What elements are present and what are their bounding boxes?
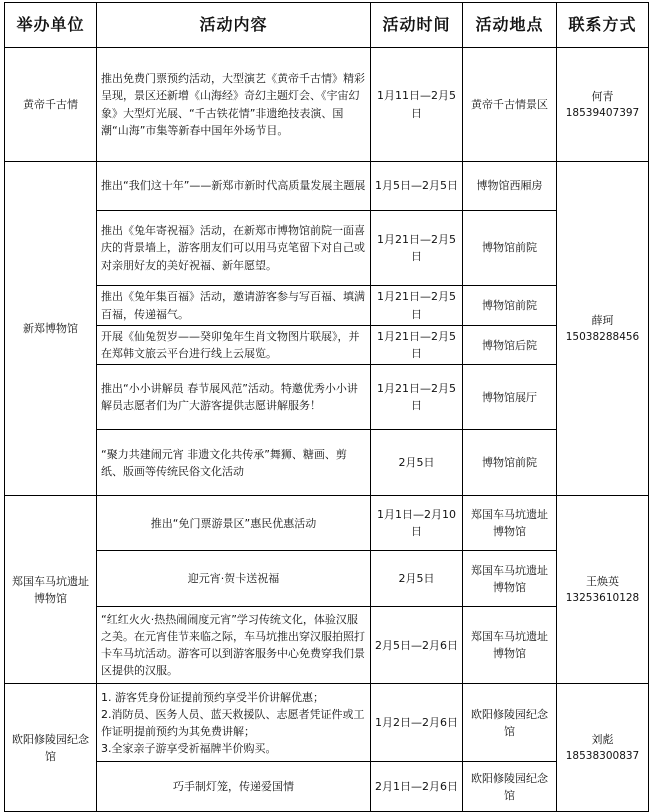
table-row	[5, 684, 649, 762]
location-cell: 博物馆后院	[463, 326, 557, 365]
content-cell: 推出《兔年集百福》活动，邀请游客参与写百福、填满百福，传递福气。	[97, 286, 371, 326]
contact-name: 刘彪	[591, 732, 614, 746]
location-cell: 黄帝千古情景区	[463, 48, 557, 162]
table-row	[5, 496, 649, 551]
location-cell: 博物馆前院	[463, 286, 557, 326]
header-time: 活动时间	[371, 3, 463, 48]
location-cell: 博物馆前院	[463, 211, 557, 286]
content-cell: 推出“我们这十年”——新郑市新时代高质量发展主题展	[97, 162, 371, 211]
time-cell: 1月21日—2月5日	[371, 286, 463, 326]
time-cell: 2月5日—2月6日	[371, 607, 463, 684]
location-cell: 博物馆展厅	[463, 365, 557, 430]
content-line: 3.全家亲子游享受祈福牌半价购买。	[101, 741, 277, 755]
header-location: 活动地点	[463, 3, 557, 48]
location-cell: 欧阳修陵园纪念馆	[463, 762, 557, 812]
location-cell: 郑国车马坑遗址博物馆	[463, 607, 557, 684]
table-row	[5, 286, 649, 326]
organizer-cell: 郑国车马坑遗址博物馆	[5, 496, 97, 684]
contact-cell	[557, 684, 649, 812]
content-cell: 开展《仙兔贺岁——癸卯兔年生肖文物图片联展》，并在郑韩文旅云平台进行线上云展览。	[97, 326, 371, 365]
time-cell: 1月21日—2月5日	[371, 211, 463, 286]
contact-cell	[557, 496, 649, 684]
content-cell: 巧手制灯笼，传递爱国情	[97, 762, 371, 812]
location-cell: 博物馆前院	[463, 430, 557, 496]
contact-name: 王焕英	[586, 574, 619, 588]
content-line: 1. 游客凭身份证提前预约享受半价讲解优惠；	[101, 690, 324, 704]
content-cell: “红红火火·热热闹闹度元宵”学习传统文化，体验汉服之美。在元宵佳节来临之际，车马坑推出穿汉服拍照打卡车马坑活动。游客可以到游客服务中心免费穿我们景区提供的汉服。	[97, 607, 371, 684]
time-cell: 1月1日—2月10日	[371, 496, 463, 551]
header-content: 活动内容	[97, 3, 371, 48]
content-cell: 推出免费门票预约活动，大型演艺《黄帝千古情》精彩呈现，景区还新增《山海经》奇幻主题灯会、《宇宙幻象》大型灯光展、“千古铁花情”非遗绝技表演、国潮“山海”市集等新春中国年外场节目。	[97, 48, 371, 162]
location-cell: 郑国车马坑遗址博物馆	[463, 551, 557, 607]
table-row	[5, 607, 649, 684]
content-cell	[97, 684, 371, 762]
time-cell: 1月21日—2月5日	[371, 365, 463, 430]
content-cell: “聚力共建闹元宵 非遗文化共传承”舞狮、糖画、剪纸、版画等传统民俗文化活动	[97, 430, 371, 496]
contact-cell	[557, 162, 649, 496]
header-row	[5, 3, 649, 48]
content-cell: 推出“免门票游景区”惠民优惠活动	[97, 496, 371, 551]
organizer-cell: 欧阳修陵园纪念馆	[5, 684, 97, 812]
activity-schedule-table	[4, 2, 649, 812]
table-row	[5, 211, 649, 286]
time-cell: 1月5日—2月5日	[371, 162, 463, 211]
table-row	[5, 48, 649, 162]
content-cell: 推出《兔年寄祝福》活动，在新郑市博物馆前院一面喜庆的背景墙上，游客朋友们可以用马克笔留下对自己或对亲朋好友的美好祝福、新年愿望。	[97, 211, 371, 286]
organizer-cell: 新郑博物馆	[5, 162, 97, 496]
table-row	[5, 365, 649, 430]
contact-phone: 13253610128	[565, 591, 640, 604]
table-row	[5, 326, 649, 365]
header-organizer: 举办单位	[5, 3, 97, 48]
contact-phone: 15038288456	[565, 330, 640, 343]
table-row	[5, 162, 649, 211]
header-contact: 联系方式	[557, 3, 649, 48]
contact-cell	[557, 48, 649, 162]
location-cell: 郑国车马坑遗址博物馆	[463, 496, 557, 551]
time-cell: 1月21日—2月5日	[371, 326, 463, 365]
time-cell: 1月11日—2月5日	[371, 48, 463, 162]
time-cell: 2月5日	[371, 551, 463, 607]
time-cell: 2月5日	[371, 430, 463, 496]
time-cell: 2月1日—2月6日	[371, 762, 463, 812]
contact-phone: 18538300837	[565, 749, 640, 762]
location-cell: 博物馆西厢房	[463, 162, 557, 211]
table-row	[5, 762, 649, 812]
contact-phone: 18539407397	[565, 106, 640, 119]
time-cell: 1月2日—2月6日	[371, 684, 463, 762]
contact-name: 薛珂	[591, 313, 614, 327]
content-cell: 迎元宵·贺卡送祝福	[97, 551, 371, 607]
table-row	[5, 551, 649, 607]
content-line: 2.消防员、医务人员、蓝天救援队、志愿者凭证件或工作证明提前预约为其免费讲解；	[101, 707, 365, 738]
contact-name: 何青	[591, 89, 614, 103]
content-cell: 推出“小小讲解员 春节展风范”活动。特邀优秀小小讲解员志愿者们为广大游客提供志愿讲解服务！	[97, 365, 371, 430]
location-cell: 欧阳修陵园纪念馆	[463, 684, 557, 762]
table-row	[5, 430, 649, 496]
organizer-cell: 黄帝千古情	[5, 48, 97, 162]
